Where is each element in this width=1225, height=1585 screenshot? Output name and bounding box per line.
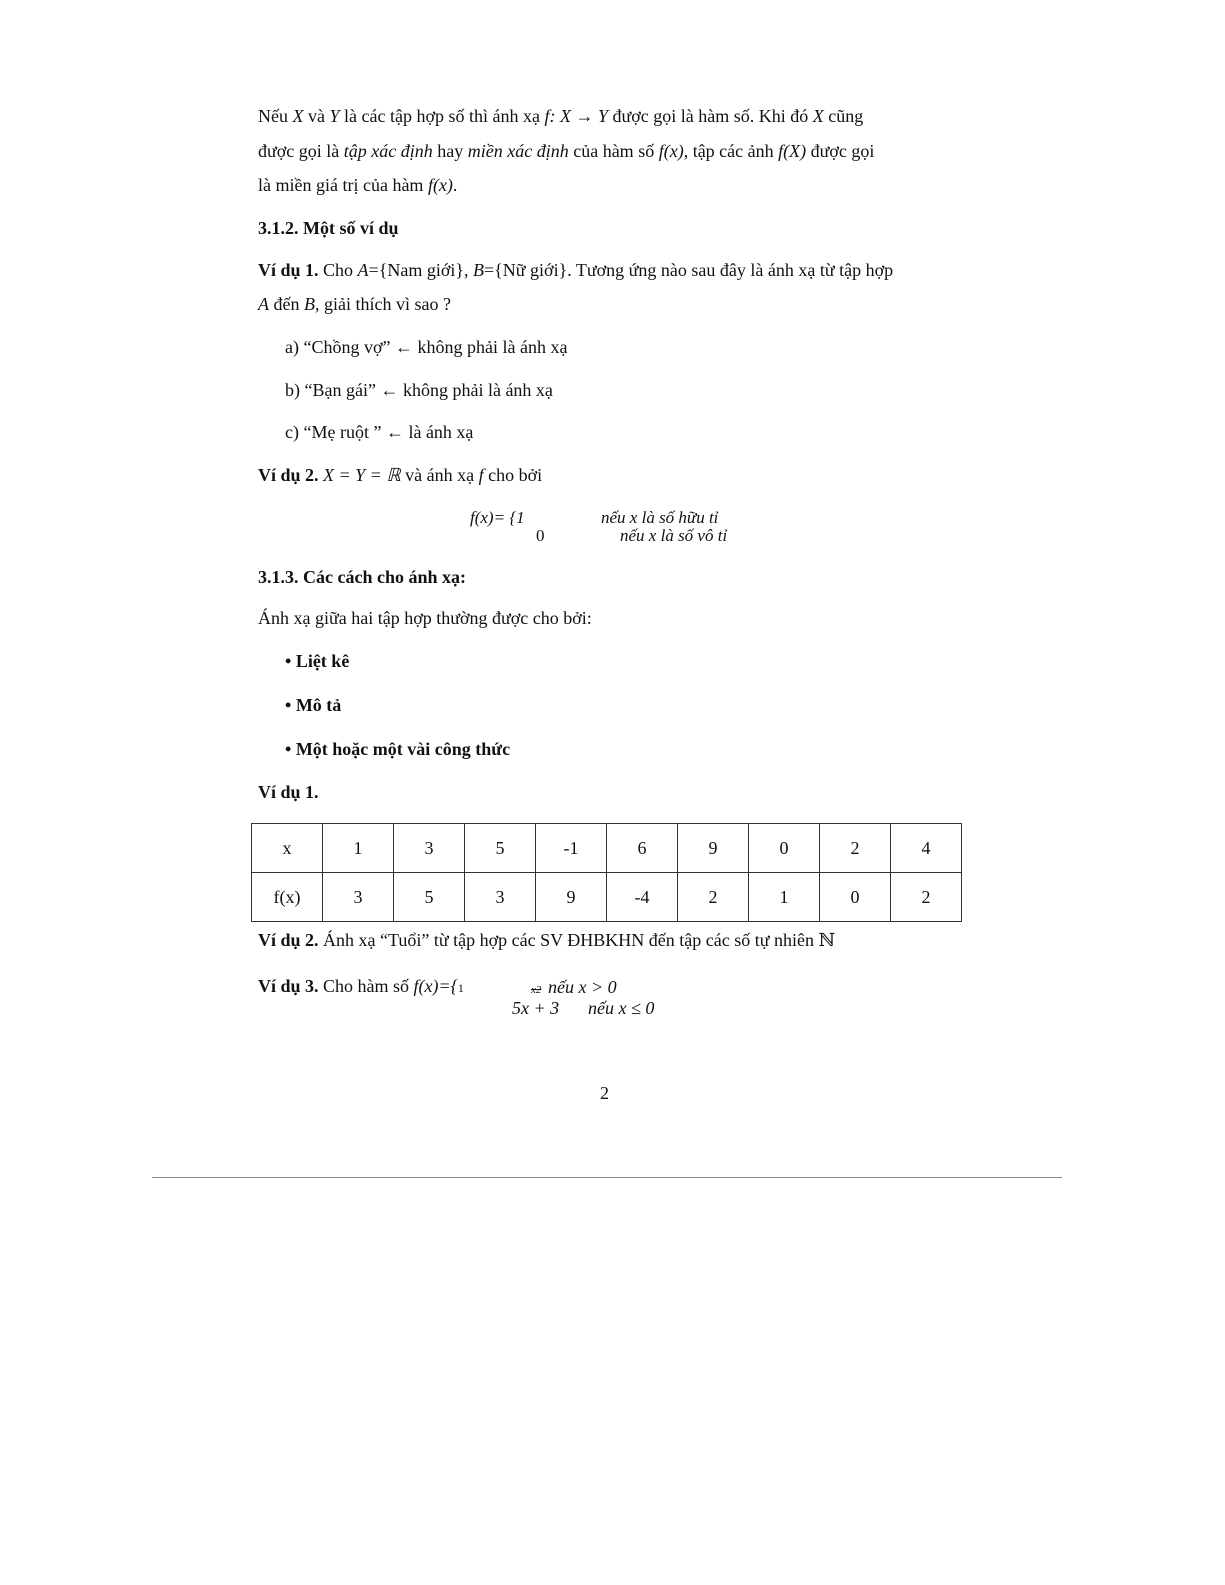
table-cell: 2 <box>891 873 962 922</box>
example-3-line: Ví dụ 3. Cho hàm số f(x)={1 <box>258 976 464 996</box>
table-cell: 5 <box>394 873 465 922</box>
example-2b-line: Ví dụ 2. Ánh xạ “Tuổi” từ tập hợp các SV ĐHBKHN đến tập các số tự nhiên ℕ <box>258 930 835 950</box>
example-1-line: A đến B, giải thích vì sao ? <box>258 294 451 314</box>
table-cell: 9 <box>678 824 749 873</box>
formula: nếu x ≤ 0 <box>588 998 655 1018</box>
paragraph-line: là miền giá trị của hàm f(x). <box>258 175 458 195</box>
formula: 0 <box>536 526 545 545</box>
table-cell: 3 <box>465 873 536 922</box>
formula: f(x)= {1 <box>470 508 525 527</box>
table-cell: 3 <box>323 873 394 922</box>
paragraph-line: Ánh xạ giữa hai tập hợp thường được cho bởi: <box>258 608 592 628</box>
example-2-line: Ví dụ 2. X = Y = ℝ và ánh xạ f cho bởi <box>258 465 543 485</box>
table-cell: 3 <box>394 824 465 873</box>
table-cell: 2 <box>678 873 749 922</box>
table-row <box>252 824 962 873</box>
table-cell: 1 <box>749 873 820 922</box>
table-cell: 0 <box>749 824 820 873</box>
table-cell: -4 <box>607 873 678 922</box>
section-heading: 3.1.3. Các cách cho ánh xạ: <box>258 567 466 587</box>
table-row <box>252 873 962 922</box>
page-number: 2 <box>600 1083 609 1103</box>
formula: nếu x > 0 <box>548 977 617 997</box>
bullet-item: • Mô tả <box>285 695 342 715</box>
table-cell: -1 <box>536 824 607 873</box>
example-1-line: Ví dụ 1. Cho A={Nam giới}, B={Nữ giới}. Tương ứng nào sau đây là ánh xạ từ tập hợp <box>258 260 894 280</box>
list-item: a) “Chồng vợ” ← không phải là ánh xạ <box>285 337 568 357</box>
bullet-item: • Một hoặc một vài công thức <box>285 739 511 759</box>
table-cell: x <box>252 824 323 873</box>
formula: 5x + 3 <box>512 998 560 1018</box>
page-divider <box>152 1177 1062 1178</box>
table-cell: 5 <box>465 824 536 873</box>
table-cell: 9 <box>536 873 607 922</box>
section-heading: 3.1.2. Một số ví dụ <box>258 218 399 238</box>
formula: nếu x là số hữu tỉ <box>601 508 719 527</box>
formula: nếu x là số vô tỉ <box>620 526 728 545</box>
table-cell: f(x) <box>252 873 323 922</box>
table-cell: 4 <box>891 824 962 873</box>
table-cell: 1 <box>323 824 394 873</box>
mapping-table <box>251 823 962 922</box>
list-item: c) “Mẹ ruột ” ← là ánh xạ <box>285 422 474 442</box>
list-item: b) “Bạn gái” ← không phải là ánh xạ <box>285 380 553 400</box>
table-cell: 6 <box>607 824 678 873</box>
table-cell: 2 <box>820 824 891 873</box>
bullet-item: • Liệt kê <box>285 651 350 671</box>
table-cell: 0 <box>820 873 891 922</box>
paragraph-line: được gọi là tập xác định hay miền xác định của hàm số f(x), tập các ảnh f(X) được gọi <box>258 141 875 161</box>
paragraph-line: Nếu X và Y là các tập hợp số thì ánh xạ f: X → Y được gọi là hàm số. Khi đó X cũng <box>258 106 864 126</box>
formula: x2 <box>531 984 542 996</box>
example-label: Ví dụ 1. <box>258 782 319 802</box>
